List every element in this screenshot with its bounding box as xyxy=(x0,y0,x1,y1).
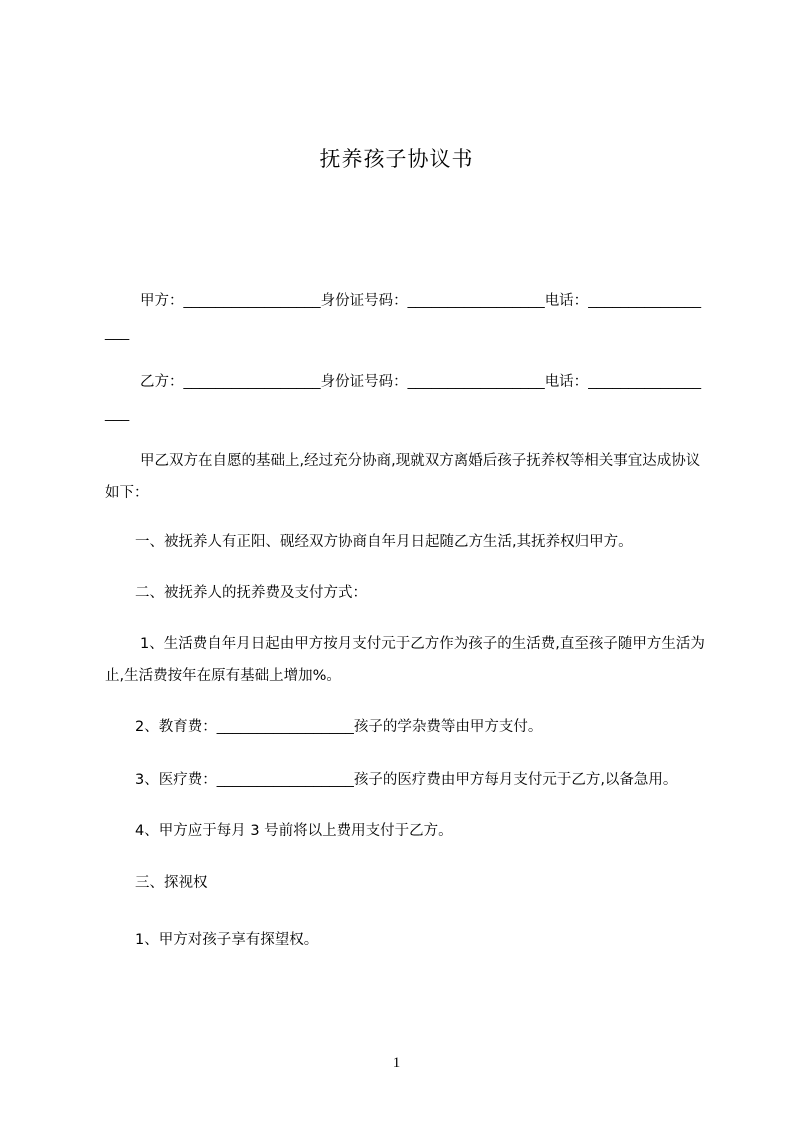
document-title: 抚养孩子协议书 xyxy=(319,147,474,171)
item-4-payment-date: 4、甲方应于每月 3 号前将以上费用支付于乙方。 xyxy=(135,823,453,839)
item-2-label: 2、教育费： xyxy=(135,719,217,735)
clause-1: 一、被抚养人有正阳、砚经双方协商自年月日起随乙方生活,其抚养权归甲方。 xyxy=(135,534,633,550)
party-a-id-label: 身份证号码： xyxy=(320,293,408,309)
party-b-phone-blank: _________________ xyxy=(105,374,702,422)
clause-2: 二、被抚养人的抚养费及支付方式： xyxy=(135,585,367,601)
item-3-text: 孩子的医疗费由甲方每月支付元于乙方,以备急用。 xyxy=(353,772,678,788)
page-number: 1 xyxy=(392,1055,401,1071)
party-a-phone-label: 电话： xyxy=(544,293,589,309)
item-1-living-cost: 1、生活费自年月日起由甲方按月支付元于乙方作为孩子的生活费,直至孩子随甲方生活为止,生活费按年在原有基础上增加%。 xyxy=(105,636,705,684)
party-a-id-blank: _________________ xyxy=(407,293,545,309)
party-a-label: 甲方： xyxy=(140,293,184,309)
item-3-label: 3、医疗费： xyxy=(135,772,217,788)
party-a-line xyxy=(105,285,705,349)
party-b-id-blank: _________________ xyxy=(407,374,545,390)
party-b-name-blank: _________________ xyxy=(183,374,321,390)
item-3-medical xyxy=(105,764,725,796)
item-2-blank: _________________ xyxy=(216,719,354,735)
visit-item-1: 1、甲方对孩子享有探望权。 xyxy=(135,932,319,948)
clause-3: 三、探视权 xyxy=(135,875,208,891)
party-b-phone-label: 电话： xyxy=(544,374,589,390)
party-b-line xyxy=(105,366,705,430)
item-2-education xyxy=(105,711,705,743)
party-a-phone-blank: _________________ xyxy=(105,293,702,341)
intro-paragraph: 甲乙双方在自愿的基础上,经过充分协商,现就双方离婚后孩子抚养权等相关事宜达成协议如下： xyxy=(105,453,701,501)
item-2-text: 孩子的学杂费等由甲方支付。 xyxy=(353,719,543,735)
item-3-blank: _________________ xyxy=(216,772,354,788)
party-b-label: 乙方： xyxy=(140,374,184,390)
party-a-name-blank: _________________ xyxy=(183,293,321,309)
party-b-id-label: 身份证号码： xyxy=(320,374,408,390)
